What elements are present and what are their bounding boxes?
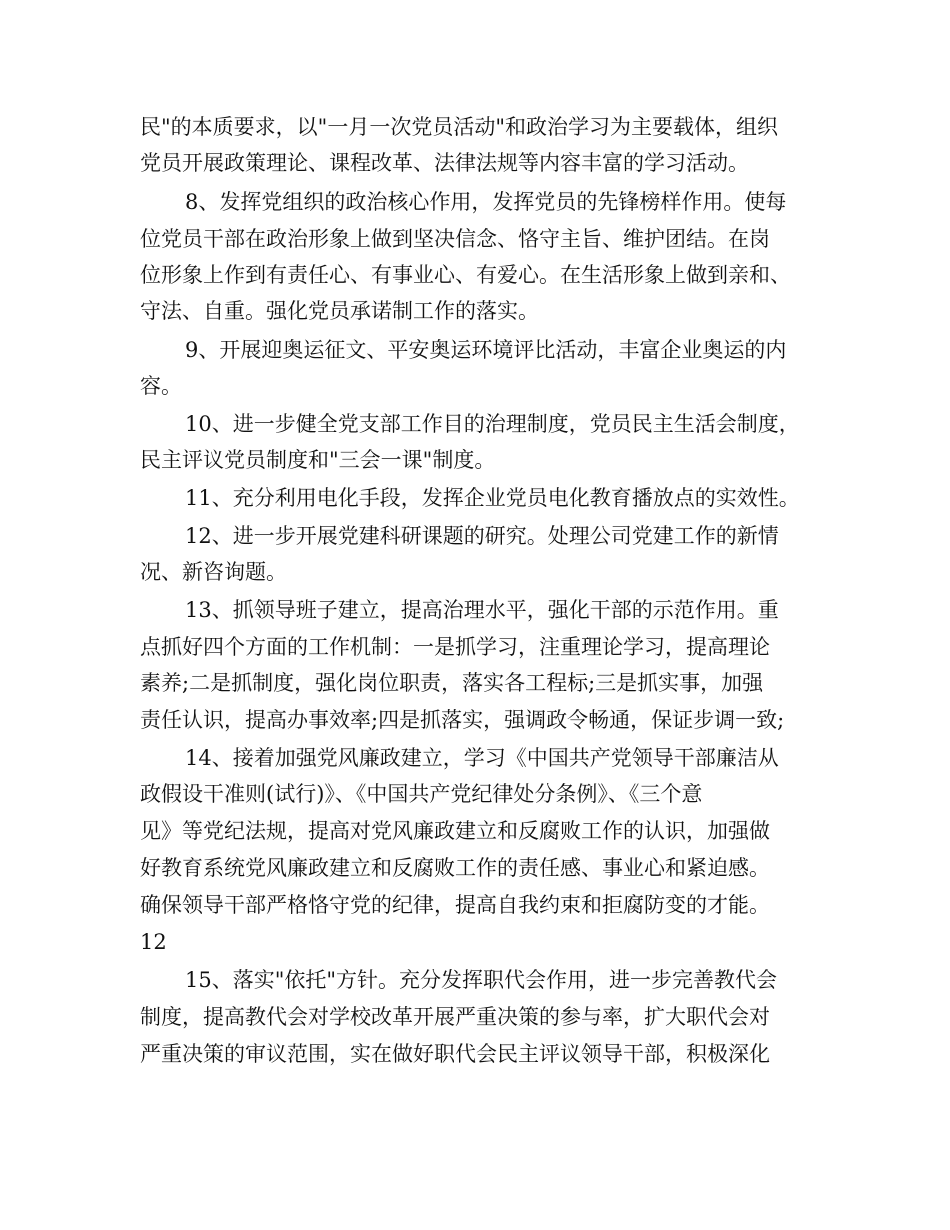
text-line: 党员开展政策理论、课程改革、法律法规等内容丰富的学习活动。 xyxy=(140,151,749,175)
page-number: 12 xyxy=(140,930,167,954)
text-line: 10、进一步健全党支部工作目的治理制度，党员民主生活会制度， xyxy=(185,412,800,436)
text-line: 14、接着加强党风廉政建立，学习《中国共产党领导干部廉洁从 xyxy=(185,746,779,770)
text-line: 13、抓领导班子建立，提高治理水平，强化干部的示范作用。重 xyxy=(185,598,779,622)
text-line: 好教育系统党风廉政建立和反腐败工作的责任感、事业心和紧迫感。 xyxy=(140,856,770,880)
text-line: 11、充分利用电化手段，发挥企业党员电化教育播放点的实效性。 xyxy=(185,486,800,510)
text-line: 位党员干部在政治形象上做到坚决信念、恪守主旨、维护团结。在岗 xyxy=(140,227,770,251)
text-line: 8、发挥党组织的政治核心作用，发挥党员的先锋榜样作用。使每 xyxy=(185,190,787,214)
text-line: 民"的本质要求，以"一月一次党员活动"和政治学习为主要载体，组织 xyxy=(140,115,778,139)
text-line: 12、进一步开展党建科研课题的研究。处理公司党建工作的新情 xyxy=(185,524,779,548)
text-line: 守法、自重。强化党员承诺制工作的落实。 xyxy=(140,299,539,323)
text-line: 见》等党纪法规，提高对党风廉政建立和反腐败工作的认识，加强做 xyxy=(140,819,770,843)
text-line: 政假设干准则(试行)》、《中国共产党纪律处分条例》、《三个意 xyxy=(140,782,703,806)
text-line: 确保领导干部严格恪守党的纪律，提高自我约束和拒腐防变的才能。 xyxy=(140,893,770,917)
text-line: 严重决策的审议范围，实在做好职代会民主评议领导干部，积极深化 xyxy=(140,1042,770,1066)
text-line: 素养;二是抓制度，强化岗位职责，落实各工程标;三是抓实事，加强 xyxy=(140,671,764,695)
text-line: 9、开展迎奥运征文、平安奥运环境评比活动，丰富企业奥运的内 xyxy=(185,338,787,362)
text-line: 责任认识，提高办事效率;四是抓落实，强调政令畅通，保证步调一致; xyxy=(140,708,785,732)
text-line: 制度，提高教代会对学校改革开展严重决策的参与率，扩大职代会对 xyxy=(140,1005,770,1029)
text-line: 点抓好四个方面的工作机制：一是抓学习，注重理论学习，提高理论 xyxy=(140,635,770,659)
text-line: 容。 xyxy=(140,374,182,398)
text-line: 位形象上作到有责任心、有事业心、有爱心。在生活形象上做到亲和、 xyxy=(140,263,791,287)
text-line: 15、落实"依托"方针。充分发挥职代会作用，进一步完善教代会 xyxy=(185,968,778,992)
text-line: 民主评议党员制度和"三会一课"制度。 xyxy=(140,448,496,472)
text-line: 况、新咨询题。 xyxy=(140,560,287,584)
